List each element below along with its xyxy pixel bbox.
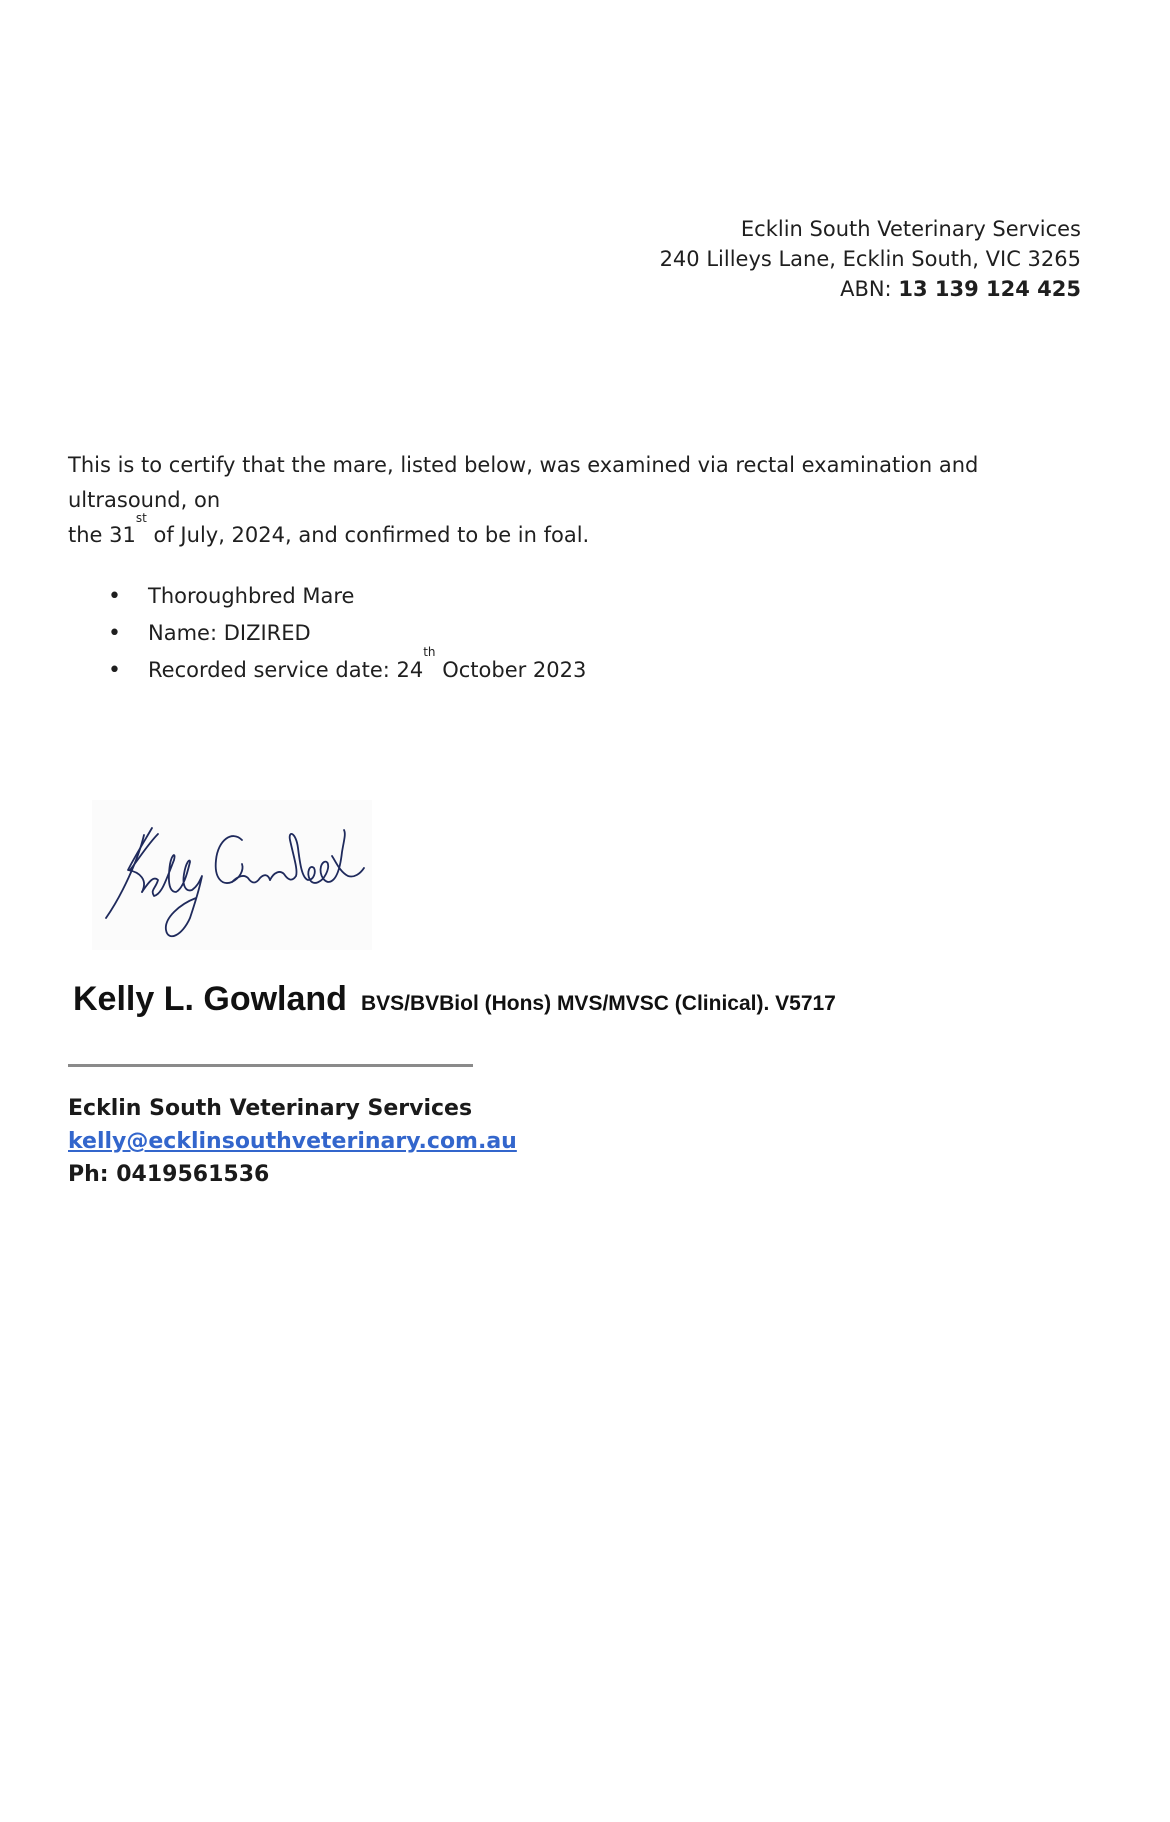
cert-date-suffix: st xyxy=(135,511,147,525)
certification-statement xyxy=(68,448,1088,553)
list-item xyxy=(68,645,587,689)
signer-name: Kelly L. Gowland xyxy=(73,980,347,1018)
bullet-icon: • xyxy=(108,621,121,646)
bullet-icon: • xyxy=(108,584,121,609)
cert-date-rest: of July, 2024, and confirmed to be in foal. xyxy=(146,523,590,547)
mare-name-text: Name: DIZIRED xyxy=(148,621,311,645)
signature-icon xyxy=(92,800,372,950)
email-link[interactable]: kelly@ecklinsouthveterinary.com.au xyxy=(68,1129,517,1154)
letterhead-company: Ecklin South Veterinary Services xyxy=(740,217,1081,241)
contact-phone: Ph: 0419561536 xyxy=(68,1162,270,1187)
letterhead xyxy=(660,214,1081,304)
breed-text: Thoroughbred Mare xyxy=(148,584,355,608)
service-date-rest: October 2023 xyxy=(435,658,587,682)
contact-email-line xyxy=(68,1125,517,1158)
certification-line-1: This is to certify that the mare, listed below, was examined via rectal examination and ultrasound, on xyxy=(68,453,979,512)
abn-label: ABN: xyxy=(840,277,892,301)
contact-company: Ecklin South Veterinary Services xyxy=(68,1096,473,1121)
letterhead-address: 240 Lilleys Lane, Ecklin South, VIC 3265 xyxy=(659,247,1081,271)
cert-date-prefix: the 31 xyxy=(68,523,136,547)
list-item xyxy=(68,615,586,652)
service-date-ordinal: th xyxy=(423,645,436,659)
divider xyxy=(68,1064,473,1067)
service-date-prefix: Recorded service date: 24 xyxy=(148,658,424,682)
contact-block xyxy=(68,1092,517,1191)
mare-details-list xyxy=(68,578,586,689)
letterhead-abn xyxy=(660,274,1081,304)
signer-line xyxy=(73,980,836,1019)
certification-line-2 xyxy=(68,511,1088,553)
bullet-icon: • xyxy=(108,658,121,683)
signer-qualifications: BVS/BVBiol (Hons) MVS/MVSC (Clinical). V5717 xyxy=(360,992,836,1015)
handwritten-signature xyxy=(92,800,372,950)
list-item xyxy=(68,578,586,615)
abn-value: 13 139 124 425 xyxy=(898,277,1081,301)
